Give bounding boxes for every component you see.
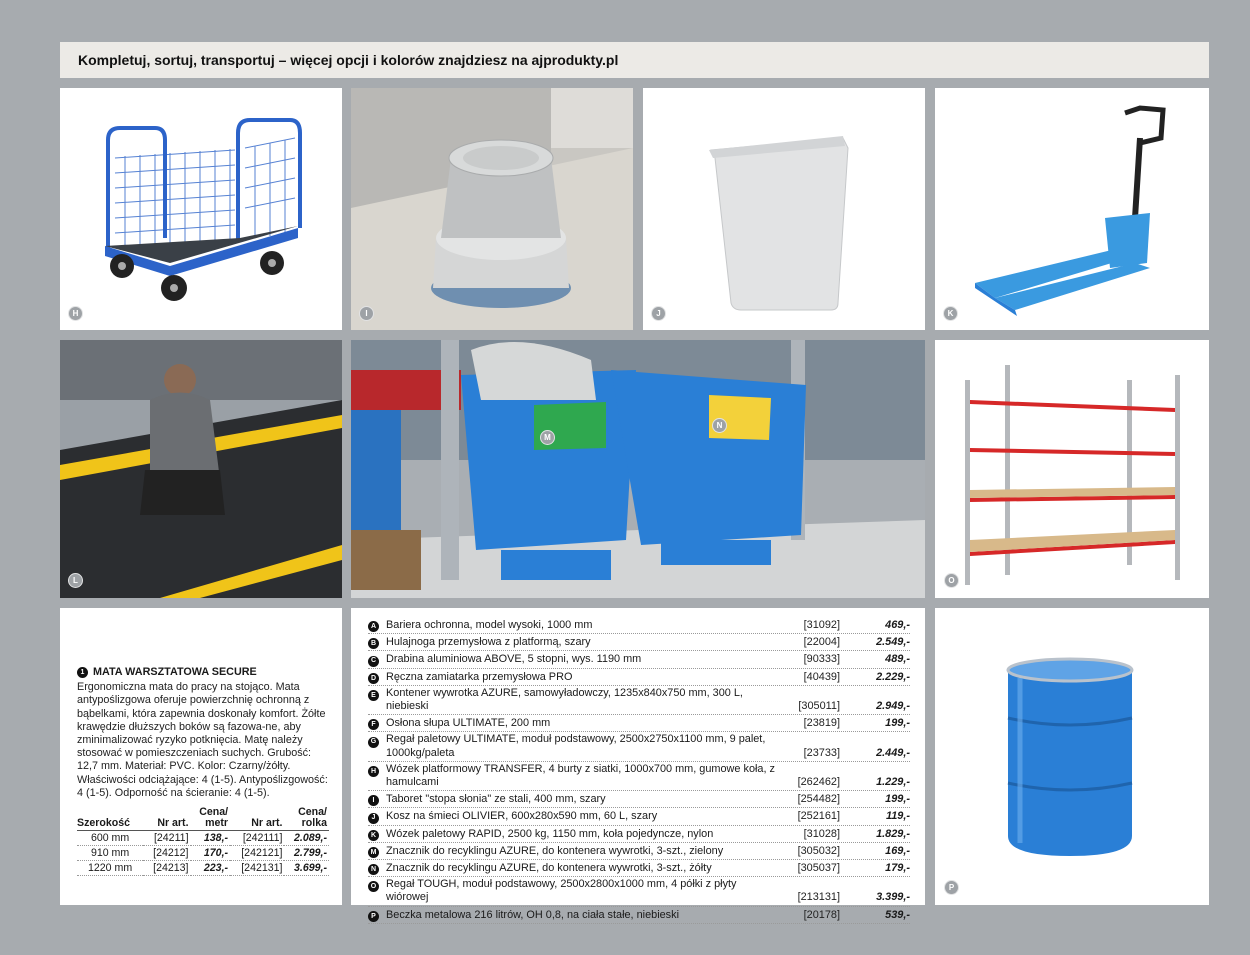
- letter-circle-icon: O: [368, 881, 379, 892]
- letter-circle-icon: J: [368, 813, 379, 824]
- price-list-row: [368, 791, 910, 808]
- row-letter-badge: [368, 763, 386, 777]
- table-row: [77, 846, 329, 861]
- table-row: [77, 831, 329, 846]
- row-letter-badge: [368, 733, 386, 747]
- cell-art: [242111]: [230, 831, 284, 846]
- row-price: 169,-: [885, 844, 910, 857]
- row-price: 199,-: [885, 793, 910, 806]
- price-list-row: [368, 715, 910, 732]
- letter-circle-icon: A: [368, 621, 379, 632]
- row-article-number: [305037]: [797, 862, 840, 875]
- letter-circle-icon: P: [368, 911, 379, 922]
- row-article-number: [305011]: [798, 700, 840, 713]
- row-article-number: [254482]: [797, 793, 840, 806]
- row-letter-badge: [368, 652, 386, 666]
- price-list-row: [368, 826, 910, 843]
- row-description: Kosz na śmieci OLIVIER, 600x280x590 mm, 60 L, szary: [386, 810, 658, 823]
- column-header: Nr art.: [230, 807, 284, 831]
- price-list-row: [368, 651, 910, 668]
- row-article-number: [23819]: [803, 717, 840, 730]
- row-price: 179,-: [885, 862, 910, 875]
- cell-price: 3.699,-: [284, 861, 329, 876]
- row-description: Beczka metalowa 216 litrów, OH 0,8, na ciała stałe, niebieski: [386, 908, 679, 921]
- row-price: 1.229,-: [876, 776, 910, 789]
- row-price: 199,-: [885, 717, 910, 730]
- row-price: 469,-: [885, 619, 910, 631]
- cell-art: [242131]: [230, 861, 284, 876]
- row-price: 119,-: [885, 810, 910, 823]
- waste-bin-icon: [643, 88, 925, 330]
- price-list-row: [368, 762, 910, 791]
- letter-circle-icon: G: [368, 737, 379, 748]
- cell-price: 2.089,-: [284, 831, 329, 846]
- tipping-container-icon: [351, 340, 925, 598]
- letter-circle-icon: I: [368, 795, 379, 806]
- table-row: [77, 861, 329, 876]
- steel-drum-icon: [935, 608, 1209, 905]
- letter-circle-icon: C: [368, 656, 379, 667]
- work-mat-icon: [60, 340, 342, 598]
- photo-badge: H: [68, 306, 83, 321]
- row-description: Drabina aluminiowa ABOVE, 5 stopni, wys. 1190 mm: [386, 653, 642, 666]
- price-list-row: [368, 808, 910, 825]
- row-description: Taboret "stopa słonia" ze stali, 400 mm, szary: [386, 793, 606, 806]
- row-price: 2.229,-: [876, 670, 910, 683]
- row-price: 1.829,-: [876, 827, 910, 840]
- cell-price: 223,-: [191, 861, 231, 876]
- cell-art: [24213]: [143, 861, 190, 876]
- row-description: Znacznik do recyklingu AZURE, do kontenera wywrotki, 3-szt., zielony: [386, 844, 724, 857]
- row-letter-badge: [368, 792, 386, 806]
- row-description: Regał TOUGH, moduł podstawowy, 2500x2800x1000 mm, 4 półki z płyty wiórowej: [386, 878, 737, 904]
- photo-badge: L: [68, 573, 83, 588]
- photo-waste-bin: [643, 88, 925, 330]
- row-letter-badge: [368, 687, 386, 701]
- cell-price: 170,-: [191, 846, 231, 861]
- cell-art: [242121]: [230, 846, 284, 861]
- row-article-number: [31092]: [803, 619, 840, 631]
- mat-description: Ergonomiczna mata do pracy na stojąco. Mata antypoślizgowa oferuje powierzchnię ochronną z bąbelkami, która zapewnia doskonały komfort. Żółte krawędzie dłuższych boków są fazowa-ne, aby zminimalizować ryzyko potknięcia. Matę należy stosować w pomieszczeniach suchych. Grubość: 12,7 mm. Materiał: PVC. Kolor: Czarny/żółty. Właściwości odciążające: 4 (1-5). Antypoślizgowość: 4 (1-5). Odporność na ścieranie: 4 (1-5).: [77, 681, 328, 799]
- column-header: Cena/ rolka: [284, 807, 329, 831]
- photo-pallet-truck: [935, 88, 1209, 330]
- header-bar: [60, 42, 1209, 78]
- cell-art: [24212]: [143, 846, 190, 861]
- row-letter-badge: [368, 844, 386, 858]
- price-list-row: [368, 860, 910, 877]
- row-letter-badge: [368, 878, 386, 892]
- mat-price-table: [77, 807, 329, 876]
- row-letter-badge: [368, 809, 386, 823]
- row-description: Regał paletowy ULTIMATE, moduł podstawowy, 2500x2750x1100 mm, 9 palet, 1000kg/paleta: [386, 733, 766, 759]
- step-stool-icon: [351, 88, 633, 330]
- letter-circle-icon: M: [368, 847, 379, 858]
- photo-badge: N: [712, 418, 727, 433]
- row-description: Znacznik do recyklingu AZURE, do kontenera wywrotki, 3-szt., żółty: [386, 862, 712, 875]
- row-article-number: [305032]: [797, 844, 840, 857]
- row-price: 2.449,-: [876, 746, 910, 759]
- cell-price: 138,-: [191, 831, 231, 846]
- pallet-truck-icon: [935, 88, 1209, 330]
- price-list-row: [368, 732, 910, 761]
- row-letter-badge: [368, 618, 386, 632]
- mat-title: [77, 666, 332, 679]
- row-letter-badge: [368, 827, 386, 841]
- row-letter-badge: [368, 670, 386, 684]
- page-title: Kompletuj, sortuj, transportuj – więcej opcji i kolorów znajdziesz na ajprodukty.pl: [78, 52, 619, 68]
- photo-platform-trolley: [60, 88, 342, 330]
- pallet-rack-icon: [935, 340, 1209, 598]
- row-article-number: [252161]: [797, 810, 840, 823]
- photo-badge: J: [651, 306, 666, 321]
- row-article-number: [90333]: [803, 653, 840, 666]
- row-description: Wózek paletowy RAPID, 2500 kg, 1150 mm, koła pojedyncze, nylon: [386, 827, 714, 840]
- column-header: Szerokość: [77, 807, 143, 831]
- row-article-number: [31028]: [803, 827, 840, 840]
- row-description: Osłona słupa ULTIMATE, 200 mm: [386, 717, 551, 730]
- cell-width: 910 mm: [77, 846, 143, 861]
- mat-description-panel: [60, 608, 342, 905]
- photo-badge: O: [944, 573, 959, 588]
- row-description: Wózek platformowy TRANSFER, 4 burty z siatki, 1000x700 mm, gumowe koła, z hamulcami: [386, 762, 775, 789]
- photo-step-stool: [351, 88, 633, 330]
- row-price: 2.549,-: [876, 636, 910, 649]
- row-letter-badge: [368, 716, 386, 730]
- row-article-number: [22004]: [803, 636, 840, 649]
- photo-badge: P: [944, 880, 959, 895]
- row-price: 489,-: [885, 653, 910, 666]
- photo-tipping-containers: [351, 340, 925, 598]
- row-letter-badge: [368, 861, 386, 875]
- row-article-number: [40439]: [803, 670, 840, 683]
- price-list-row: [368, 617, 910, 634]
- mat-number-badge: 1: [77, 667, 88, 678]
- price-list: [368, 617, 910, 924]
- letter-circle-icon: D: [368, 673, 379, 684]
- photo-steel-drum: [935, 608, 1209, 905]
- cell-width: 1220 mm: [77, 861, 143, 876]
- column-header: Nr art.: [143, 807, 190, 831]
- row-price: 539,-: [885, 908, 910, 921]
- row-article-number: [23733]: [803, 746, 840, 759]
- price-list-row: [368, 669, 910, 686]
- price-list-row: [368, 634, 910, 651]
- cell-art: [24211]: [143, 831, 190, 846]
- row-description: Hulajnoga przemysłowa z platformą, szary: [386, 636, 591, 649]
- letter-circle-icon: N: [368, 864, 379, 875]
- letter-circle-icon: K: [368, 830, 379, 841]
- platform-trolley-icon: [60, 88, 342, 330]
- price-list-row: [368, 686, 910, 715]
- row-description: Bariera ochronna, model wysoki, 1000 mm: [386, 619, 593, 631]
- photo-badge: M: [540, 430, 555, 445]
- row-article-number: [262462]: [797, 776, 840, 789]
- photo-badge: I: [359, 306, 374, 321]
- photo-work-mat: [60, 340, 342, 598]
- row-letter-badge: [368, 908, 386, 922]
- row-description: Ręczna zamiatarka przemysłowa PRO: [386, 670, 573, 683]
- row-letter-badge: [368, 635, 386, 649]
- price-list-row: [368, 907, 910, 924]
- column-header: Cena/ metr: [191, 807, 231, 831]
- mat-title-text: MATA WARSZTATOWA SECURE: [93, 666, 257, 678]
- letter-circle-icon: E: [368, 690, 379, 701]
- cell-width: 600 mm: [77, 831, 143, 846]
- price-list-row: [368, 843, 910, 860]
- row-article-number: [20178]: [803, 908, 840, 921]
- letter-circle-icon: F: [368, 719, 379, 730]
- row-article-number: [213131]: [797, 891, 840, 904]
- price-list-row: [368, 877, 910, 906]
- cell-price: 2.799,-: [284, 846, 329, 861]
- letter-circle-icon: B: [368, 638, 379, 649]
- row-price: 2.949,-: [876, 700, 910, 713]
- photo-badge: K: [943, 306, 958, 321]
- row-price: 3.399,-: [876, 891, 910, 904]
- photo-pallet-rack: [935, 340, 1209, 598]
- letter-circle-icon: H: [368, 766, 379, 777]
- row-description: Kontener wywrotka AZURE, samowyładowczy, 1235x840x750 mm, 300 L, niebieski: [386, 686, 743, 713]
